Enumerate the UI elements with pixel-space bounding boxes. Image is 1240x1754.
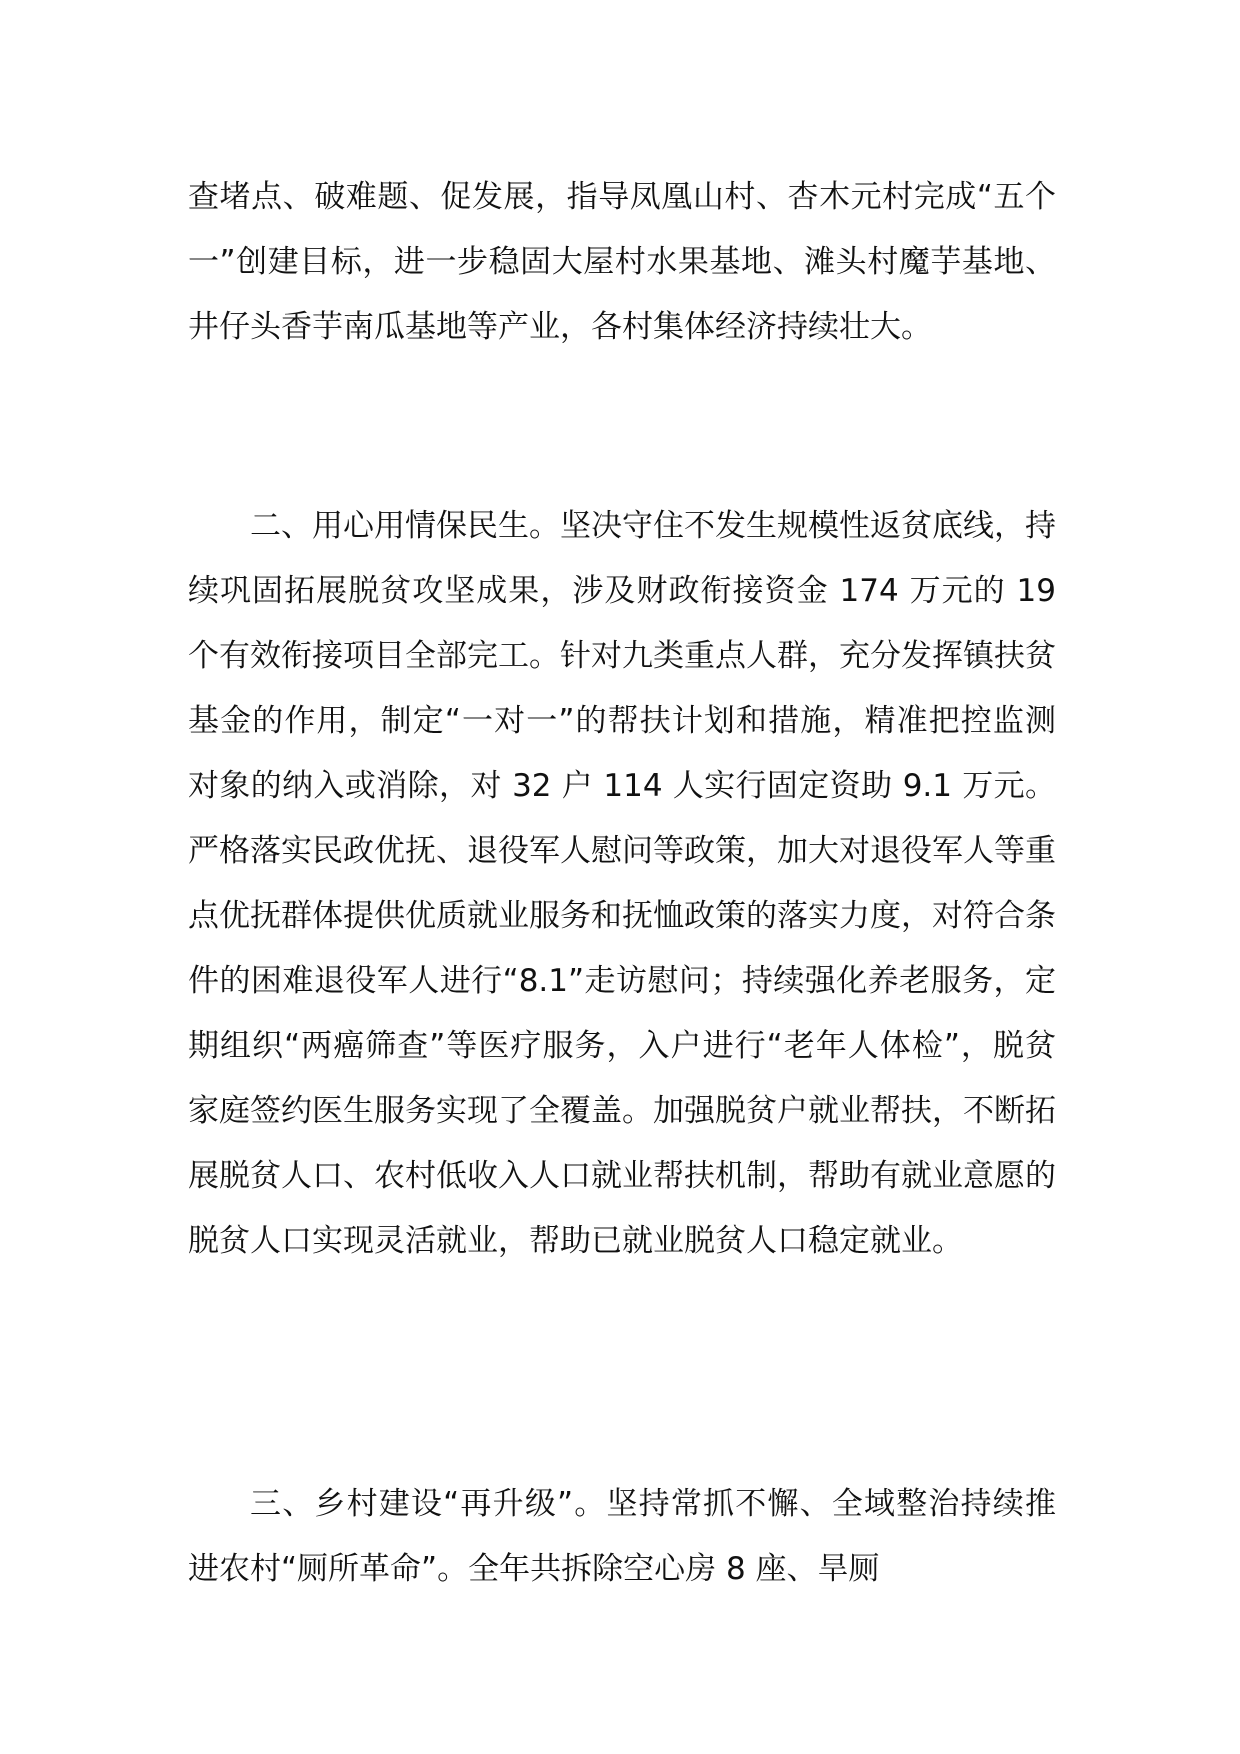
paragraph-continuation: 查堵点、破难题、促发展，指导凤凰山村、杏木元村完成“五个一”创建目标，进一步稳固大屋村水果基地、滩头村魔芋基地、井仔头香芋南瓜基地等产业，各村集体经济持续壮大。 [188,179,1056,345]
paragraph-section-two: 二、用心用情保民生。坚决守住不发生规模性返贫底线，持续巩固拓展脱贫攻坚成果，涉及财政衔接资金 174 万元的 19 个有效衔接项目全部完工。针对九类重点人群，充分发挥镇扶贫基金的作用，制定“一对一”的帮扶计划和措施，精准把控监测对象的纳入或消除，对 32 户 114 人实行固定资助 9.1 万元。严格落实民政优抚、退役军人慰问等政策，加大对退役军人等重点优抚群体提供优质就业服务和抚恤政策的落实力度，对符合条件的困难退役军人进行“8.1”走访慰问；持续强化养老服务，定期组织“两癌筛查”等医疗服务，入户进行“老年人体检”，脱贫家庭签约医生服务实现了全覆盖。加强脱贫户就业帮扶，不断拓展脱贫人口、农村低收入人口就业帮扶机制，帮助有就业意愿的脱贫人口实现灵活就业，帮助已就业脱贫人口稳定就业。 [188,508,1056,1259]
paragraph-section-three: 三、乡村建设“再升级”。坚持常抓不懈、全域整治持续推进农村“厕所革命”。全年共拆除空心房 8 座、旱厕 [188,1486,1056,1587]
